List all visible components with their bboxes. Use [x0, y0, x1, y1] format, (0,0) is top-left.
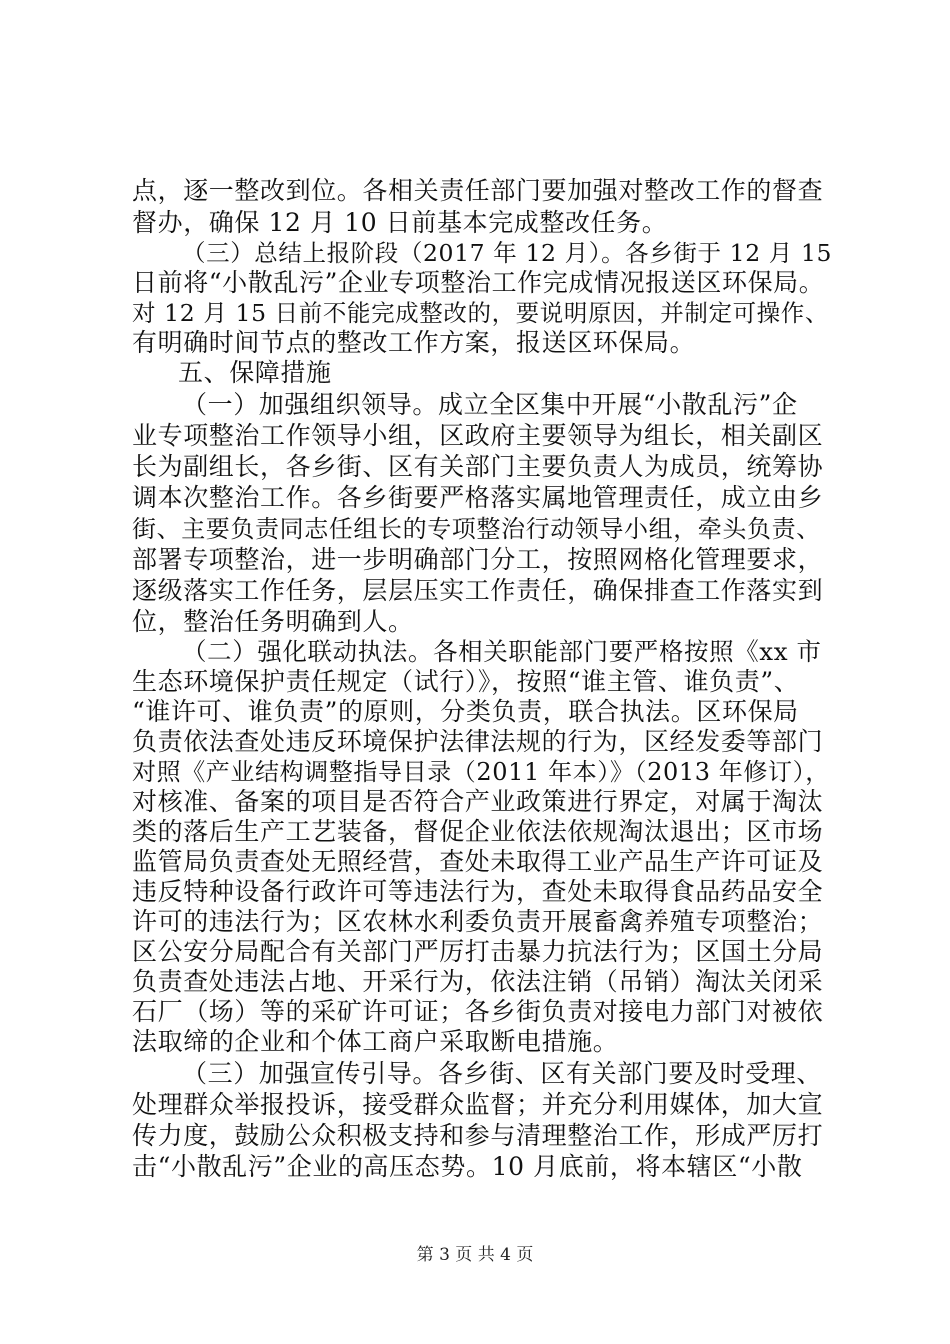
text-line: 对 12 月 15 日前不能完成整改的，要说明原因，并制定可操作、: [132, 299, 829, 327]
text-line: 石厂（场）等的采矿许可证；各乡街负责对接电力部门对被依: [132, 997, 824, 1026]
text-line: “谁许可、谁负责”的原则，分类负责，联合执法。区环保局: [132, 697, 799, 726]
section-heading: 五、保障措施: [178, 358, 332, 387]
text-line: （三）总结上报阶段（2017 年 12 月）。各乡街于 12 月 15: [182, 239, 833, 267]
text-line: （三）加强宣传引导。各乡街、区有关部门要及时受理、: [182, 1059, 823, 1088]
text-line: 对照《产业结构调整指导目录（2011 年本）》（2013 年修订），: [132, 758, 830, 786]
text-line: （一）加强组织领导。成立全区集中开展“小散乱污”企: [182, 390, 798, 419]
text-line: 类的落后生产工艺装备，督促企业依法依规淘汰退出；区市场: [132, 817, 824, 846]
text-line: 点，逐一整改到位。各相关责任部门要加强对整改工作的督查: [132, 176, 824, 205]
text-line: 区公安分局配合有关部门严厉打击暴力抗法行为；区国土分局: [132, 937, 824, 966]
text-line: 违反特种设备行政许可等违法行为，查处未取得食品药品安全: [132, 877, 824, 906]
text-line: 督办，确保 12 月 10 日前基本完成整改任务。: [132, 208, 668, 237]
text-line: 传力度，鼓励公众积极支持和参与清理整治工作，形成严厉打: [132, 1121, 824, 1150]
text-line: 生态环境保护责任规定（试行）》，按照“谁主管、谁负责”、: [132, 667, 800, 696]
text-line: 街、主要负责同志任组长的专项整治行动领导小组，牵头负责、: [132, 515, 821, 543]
text-line: 日前将“小散乱污”企业专项整治工作完成情况报送区环保局。: [132, 268, 825, 297]
text-line: 负责查处违法占地、开采行为，依法注销（吊销）淘汰关闭采: [132, 967, 824, 996]
text-line: 业专项整治工作领导小组，区政府主要领导为组长，相关副区: [132, 421, 824, 450]
text-line: 法取缔的企业和个体工商户采取断电措施。: [132, 1027, 619, 1056]
text-line: 击“小散乱污”企业的高压态势。10 月底前，将本辖区“小散: [132, 1152, 803, 1181]
page-footer: 第 3 页 共 4 页: [416, 1245, 534, 1265]
text-line: （二）强化联动执法。各相关职能部门要严格按照《xx 市: [182, 637, 822, 666]
text-line: 负责依法查处违反环境保护法律法规的行为，区经发委等部门: [132, 727, 824, 756]
text-line: 长为副组长，各乡街、区有关部门主要负责人为成员，统筹协: [132, 452, 824, 481]
text-line: 逐级落实工作任务，层层压实工作责任，确保排查工作落实到: [132, 576, 824, 605]
text-line: 调本次整治工作。各乡街要严格落实属地管理责任，成立由乡: [132, 483, 824, 512]
text-line: 部署专项整治，进一步明确部门分工，按照网格化管理要求，: [132, 545, 824, 574]
text-line: 处理群众举报投诉，接受群众监督；并充分利用媒体，加大宣: [132, 1090, 824, 1119]
text-line: 位，整治任务明确到人。: [132, 607, 414, 636]
text-line: 许可的违法行为；区农林水利委负责开展畜禽养殖专项整治；: [132, 907, 824, 936]
text-line: 监管局负责查处无照经营，查处未取得工业产品生产许可证及: [132, 847, 824, 876]
text-line: 有明确时间节点的整改工作方案，报送区环保局。: [132, 328, 696, 357]
text-line: 对核准、备案的项目是否符合产业政策进行界定，对属于淘汰: [132, 787, 824, 816]
